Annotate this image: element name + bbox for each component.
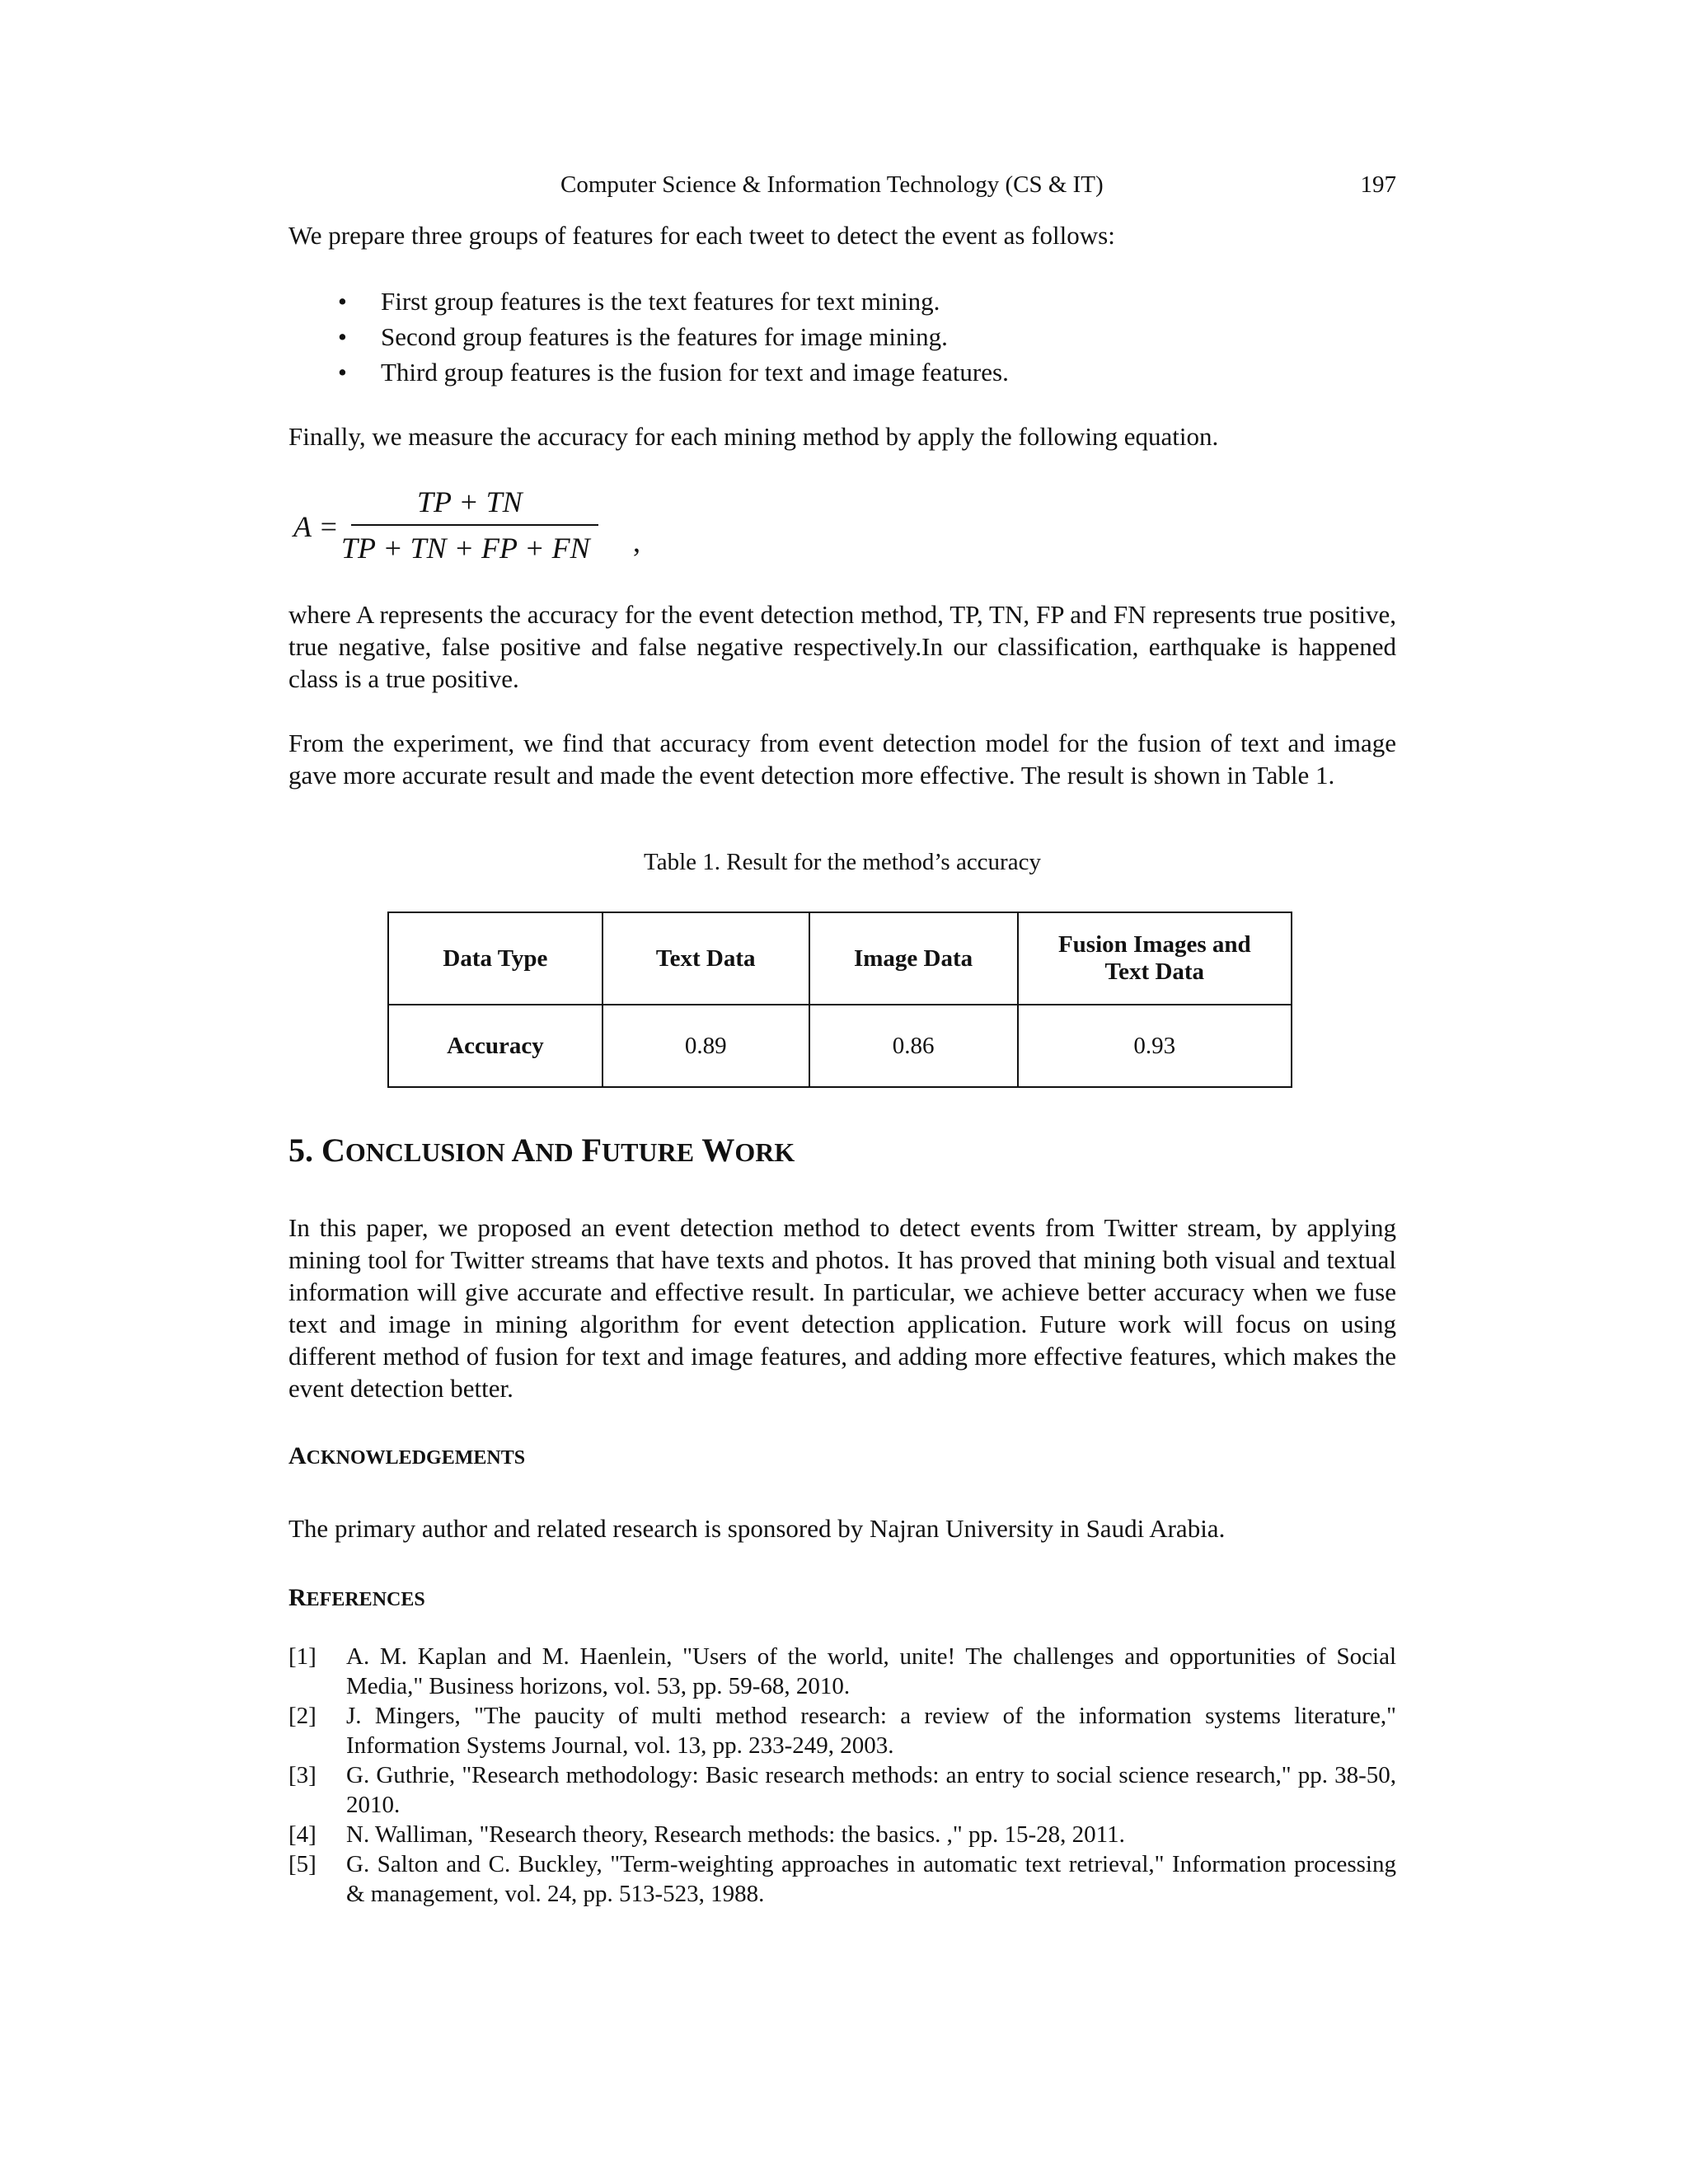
- equation-intro: Finally, we measure the accuracy for each mining method by apply the following equation.: [288, 422, 1219, 451]
- reference-item: [5] G. Salton and C. Buckley, "Term-weighting approaches in automatic text retrieval," Information processing & management, vol. 24, pp. 513-523, 1988.: [288, 1851, 1396, 1907]
- table-cell: 0.89: [603, 1005, 809, 1087]
- reference-item: [1] A. M. Kaplan and M. Haenlein, "Users of the world, unite! The challenges and opportunities of Social Media," Business horizons, vol. 53, pp. 59-68, 2010.: [288, 1643, 1396, 1699]
- list-item: • Second group features is the features for image mining.: [288, 319, 1396, 354]
- table-row-label: Accuracy: [388, 1005, 603, 1087]
- equation-lhs: A =: [293, 510, 339, 543]
- accuracy-table: [387, 912, 1292, 1088]
- section-heading: 5. CONCLUSION AND FUTURE WORK: [288, 1132, 795, 1169]
- list-item: • Third group features is the fusion for text and image features.: [288, 354, 1396, 390]
- table-cell: 0.93: [1018, 1005, 1292, 1087]
- equation-comma: ,: [633, 525, 640, 558]
- equation-numerator: TP + TN: [417, 485, 523, 518]
- bullet-icon: •: [338, 358, 347, 387]
- experiment-paragraph: From the experiment, we find that accuracy from event detection model for the fusion of text and image gave more accurate result and made the event detection more effective. The result is shown in Table 1.: [288, 729, 1396, 790]
- table-header-row: [388, 912, 1292, 1005]
- table-header-cell: Image Data: [809, 912, 1018, 1005]
- table-header-cell: Text Data: [603, 912, 809, 1005]
- table-row: [388, 1005, 1292, 1087]
- running-header: [288, 171, 1396, 204]
- acknowledgements-text: The primary author and related research is sponsored by Najran University in Saudi Arabia.: [288, 1514, 1226, 1543]
- references-heading: REFERENCES: [288, 1584, 425, 1611]
- reference-item: [3] G. Guthrie, "Research methodology: Basic research methods: an entry to social science research," pp. 38-50, 2010.: [288, 1762, 1396, 1818]
- table-header-cell: Data Type: [388, 912, 603, 1005]
- bullet-icon: •: [338, 287, 347, 316]
- where-paragraph: where A represents the accuracy for the event detection method, TP, TN, FP and FN represents true positive, true negative, false positive and false negative respectively.In our classification, earthquake is happened class is a true positive.: [288, 600, 1396, 693]
- journal-title: Computer Science & Information Technology (CS & IT): [560, 171, 1104, 198]
- reference-list: [288, 1642, 1396, 1909]
- page-number: 197: [1360, 171, 1396, 198]
- table-header-cell: Fusion Images and Text Data: [1018, 912, 1292, 1005]
- equation-denominator: TP + TN + FP + FN: [341, 532, 590, 565]
- fraction-bar: [351, 524, 598, 526]
- intro-paragraph: We prepare three groups of features for each tweet to detect the event as follows:: [288, 221, 1115, 250]
- reference-item: [2] J. Mingers, "The paucity of multi method research: a review of the information systems literature," Information Systems Journal, vol. 13, pp. 233-249, 2003.: [288, 1703, 1396, 1759]
- table-cell: 0.86: [809, 1005, 1018, 1087]
- feature-group-list: [288, 284, 1396, 390]
- table-caption: Table 1. Result for the method’s accuracy: [644, 849, 1041, 875]
- conclusion-paragraph: In this paper, we proposed an event detection method to detect events from Twitter stream, by applying mining tool for Twitter streams that have texts and photos. It has proved that mining both visual and textual information will give accurate and effective result. In particular, we achieve better accuracy when we fuse text and image in mining algorithm for event detection application. Future work will focus on using different method of fusion for text and image features, and adding more effective features, which makes the event detection better.: [288, 1213, 1396, 1403]
- list-item: • First group features is the text features for text mining.: [288, 284, 1396, 319]
- reference-item: [4] N. Walliman, "Research theory, Research methods: the basics. ," pp. 15-28, 2011.: [288, 1821, 1125, 1848]
- acknowledgements-heading: ACKNOWLEDGEMENTS: [288, 1442, 526, 1469]
- accuracy-equation: [293, 485, 706, 575]
- bullet-icon: •: [338, 322, 347, 351]
